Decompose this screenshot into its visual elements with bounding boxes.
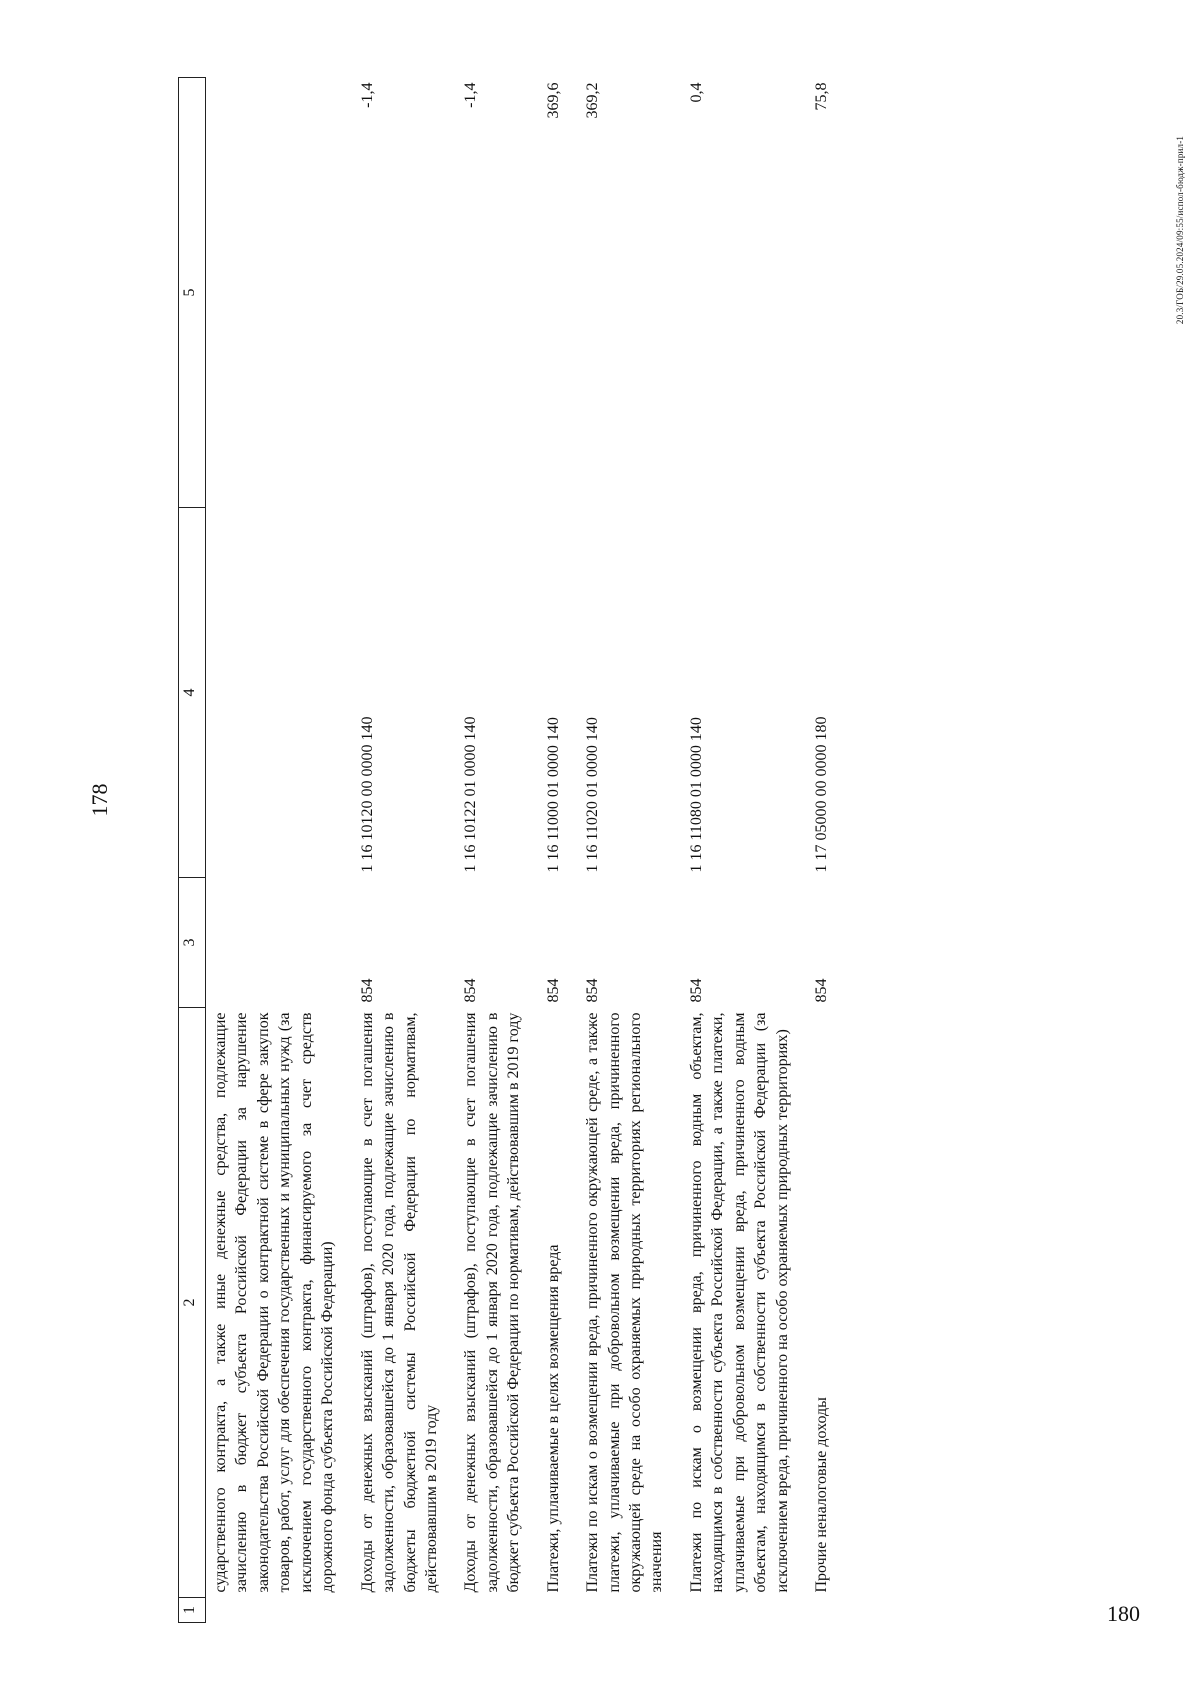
- rotated-table-container: [178, 78, 984, 1623]
- amount-value: -1,4: [462, 82, 480, 108]
- row-index-cell: [570, 1598, 674, 1623]
- document-stamp: 20.3/ГОБ/29.05.2024/09:55/испол-бюдж-прил-1: [1175, 135, 1185, 325]
- budget-classification-code: 1 16 10120 00 0000 140: [358, 716, 376, 873]
- row-index-cell: [448, 1598, 530, 1623]
- column-header-3: 3: [179, 878, 206, 1008]
- revenue-name: Доходы от денежных взысканий (штрафов), поступающие в счет погашения задолженности, образовавшейся до 1 января 2020 года, подлежащие зачислению в бюджет субъекта Российской Федерации по нормативам, действовавшим в 2019 году: [462, 1012, 523, 1593]
- amount-value: 369,2: [584, 82, 602, 119]
- administrator-code: 854: [544, 978, 562, 1003]
- column-header-5: 5: [179, 78, 206, 508]
- budget-classification-code: 1 16 10122 01 0000 140: [462, 716, 480, 873]
- amount-value: [206, 78, 345, 508]
- row-index-cell: [206, 1598, 345, 1623]
- row-index-cell: [345, 1598, 449, 1623]
- column-header-4: 4: [179, 508, 206, 878]
- table-row: [570, 78, 674, 1623]
- administrator-code: 854: [462, 978, 480, 1003]
- budget-classification-code: 1 17 05000 00 0000 180: [813, 716, 831, 873]
- administrator-code: 854: [687, 978, 705, 1003]
- administrator-code: 854: [358, 978, 376, 1003]
- budget-classification-code: [206, 508, 345, 878]
- budget-classification-code: 1 16 11020 01 0000 140: [584, 717, 602, 873]
- row-index-cell: [799, 1598, 838, 1623]
- revenue-table: [178, 77, 839, 1623]
- table-row: [206, 78, 345, 1623]
- table-row: [345, 78, 449, 1623]
- revenue-name: Платежи, уплачиваемые в целях возмещения вреда: [544, 1244, 562, 1593]
- administrator-code: 854: [584, 978, 602, 1003]
- revenue-name: Платежи по искам о возмещении вреда, причиненного окружающей среде, а также платежи, уплачиваемые при добровольном возмещении вреда, причиненного окружающей среде на особо охраняемых природных территориях регионального значения: [584, 1012, 666, 1593]
- revenue-name: Прочие неналоговые доходы: [813, 1397, 831, 1593]
- amount-value: 369,6: [544, 82, 562, 119]
- administrator-code: 854: [813, 978, 831, 1003]
- column-header-2: 2: [179, 1008, 206, 1598]
- row-index-cell: [531, 1598, 570, 1623]
- sheet-number: 180: [1107, 1601, 1140, 1626]
- table-row: [448, 78, 530, 1623]
- amount-value: 75,8: [813, 82, 831, 111]
- table-row: [799, 78, 838, 1623]
- administrator-code: [206, 878, 345, 1008]
- column-header-1: 1: [179, 1598, 206, 1623]
- budget-classification-code: 1 16 11000 01 0000 140: [544, 717, 562, 873]
- page-number: 178: [87, 783, 112, 817]
- revenue-name: сударственного контракта, а также иные денежные средства, подлежащие зачислению в бюджет субъекта Российской Федерации за нарушение законодательства Российской Федерации о контрактной системе в сфере закупок товаров, работ, услуг для обеспечения государственных и муниципальных нужд (за исключением государственного контракта, финансируемого за счет средств дорожного фонда субъекта Российской Федерации): [212, 1012, 337, 1593]
- budget-classification-code: 1 16 11080 01 0000 140: [687, 717, 705, 873]
- revenue-name: Доходы от денежных взысканий (штрафов), поступающие в счет погашения задолженности, образовавшейся до 1 января 2020 года, подлежащие зачислению в бюджеты бюджетной системы Российской Федерации по нормативам, действовавшим в 2019 году: [358, 1012, 440, 1593]
- revenue-name: Платежи по искам о возмещении вреда, причиненного водным объектам, находящимся в собственности субъекта Российской Федерации, а также платежи, уплачиваемые при добровольном возмещении вреда, причиненного водным объектам, находящимся в собственности субъекта Российской Федерации (за исключением вреда, причиненного на особо охраняемых природных территориях): [687, 1012, 791, 1593]
- table-row: [531, 78, 570, 1623]
- amount-value: 0,4: [687, 82, 705, 103]
- row-index-cell: [674, 1598, 799, 1623]
- table-header-row: [179, 78, 206, 1623]
- amount-value: -1,4: [358, 82, 376, 108]
- table-row: [674, 78, 799, 1623]
